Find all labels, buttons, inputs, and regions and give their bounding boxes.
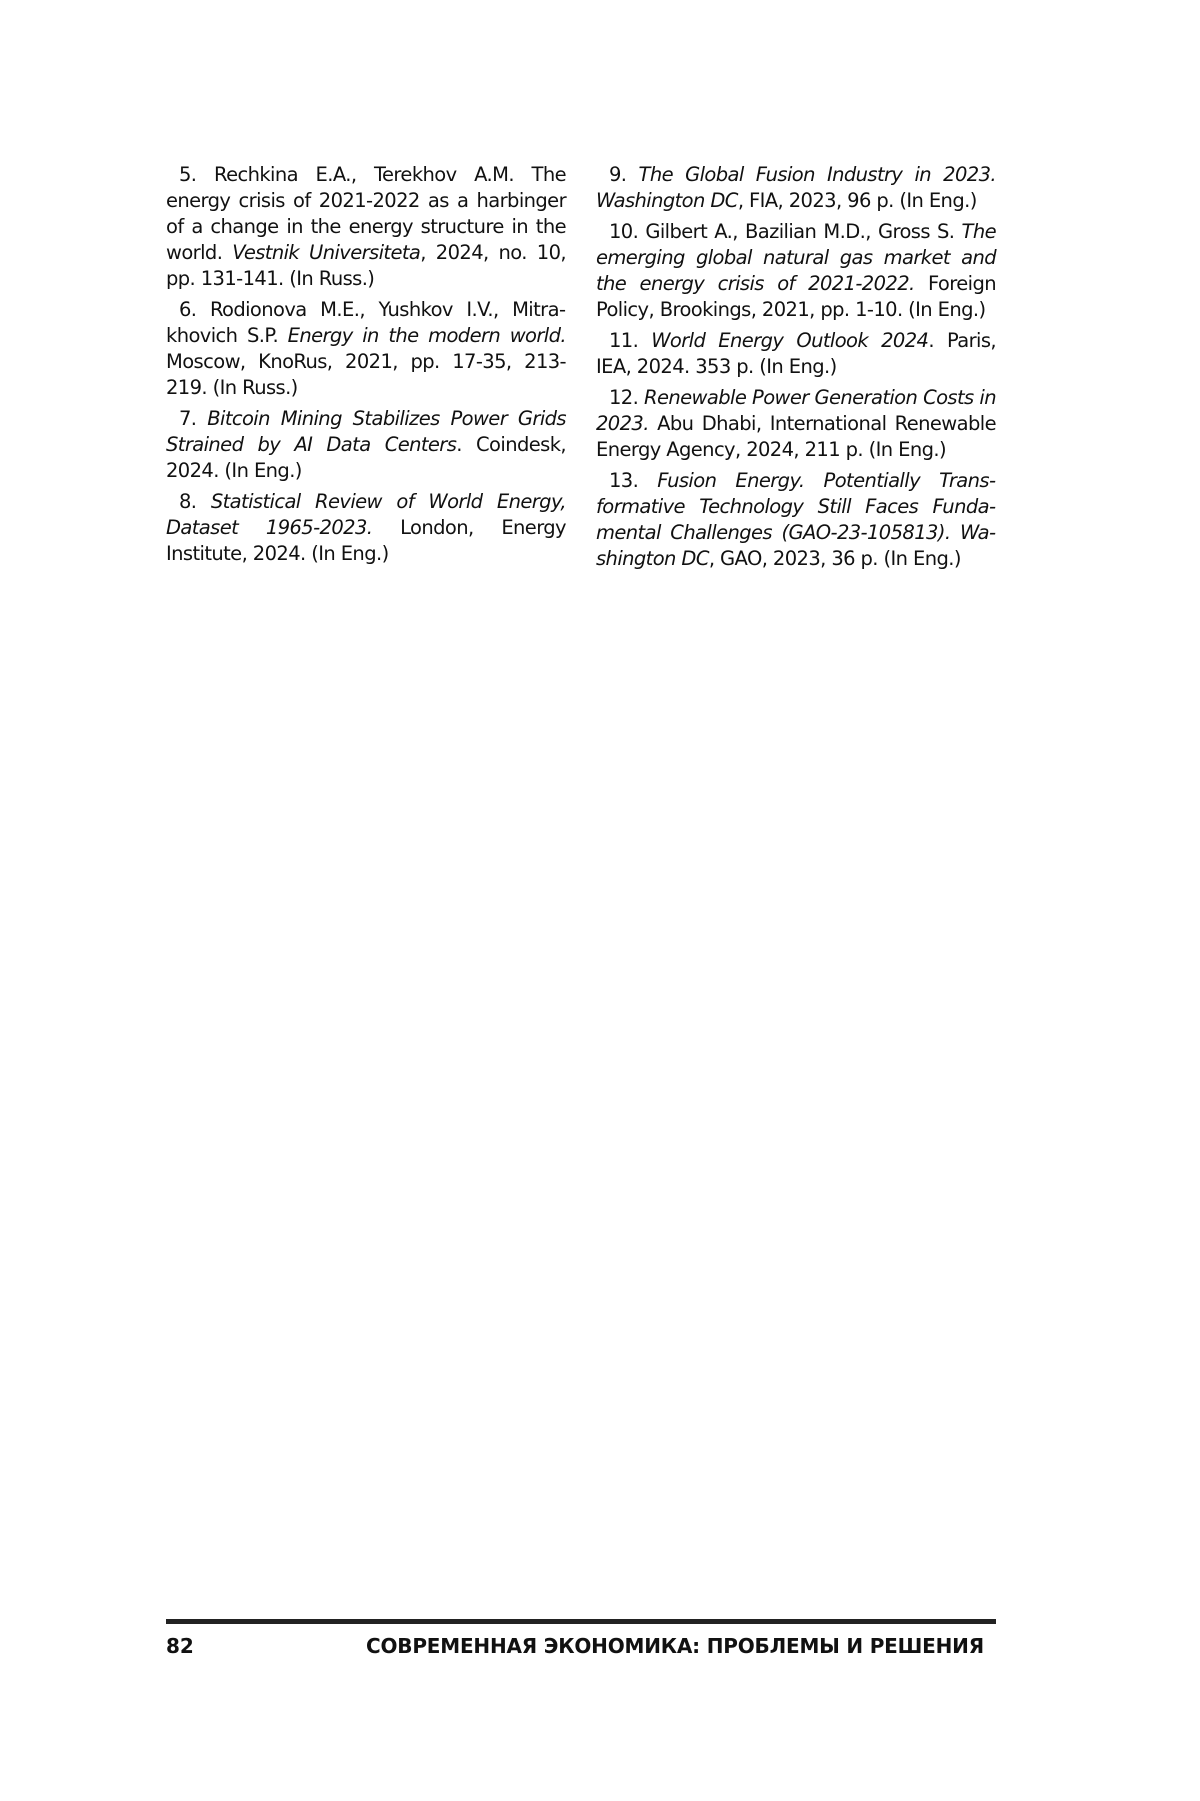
reference-number: 13. — [609, 469, 639, 492]
reference-authors: Gilbert A., Bazilian M.D., Gross S. — [645, 220, 955, 243]
reference-details: , FIA, 2023, 96 p. (In Eng.) — [737, 189, 977, 212]
reference-number: 11. — [609, 329, 639, 352]
reference-item — [166, 406, 566, 484]
reference-item — [596, 468, 996, 572]
reference-number: 9. — [609, 163, 627, 186]
reference-authors: Rodionova M.E., Yushkov I.V., Mitrakhovich S.P. — [166, 298, 566, 347]
reference-details: Foreign Policy, Brookings, 2021, pp. 1-10. (In Eng.) — [596, 272, 996, 321]
reference-item — [596, 162, 996, 214]
reference-details: Moscow, KnoRus, 2021, pp. 17-35, 213-219. (In Russ.) — [166, 350, 566, 399]
reference-number: 6. — [179, 298, 197, 321]
reference-item — [166, 162, 566, 292]
reference-item — [596, 219, 996, 323]
reference-title: Energy in the modern world. — [287, 324, 566, 347]
reference-number: 7. — [179, 407, 197, 430]
reference-title: Fusion Energy. Potentially Transformative Technology Still Faces Fundamental Challenges (GAO-23-105813). Washington DC — [596, 469, 996, 570]
reference-title: Statistical Review of World Energy, Dataset 1965-2023. — [166, 490, 566, 539]
journal-title: СОВРЕМЕННАЯ ЭКОНОМИКА: ПРОБЛЕМЫ И РЕШЕНИЯ — [366, 1634, 984, 1658]
reference-authors: Rechkina E.A., Terekhov A.M. The energy crisis of 2021-2022 as a harbinger of a change in the energy structure in the world. — [166, 163, 566, 264]
reference-item — [596, 385, 996, 463]
reference-title: The Global Fusion Industry in 2023. Washington DC — [596, 163, 996, 212]
reference-title: Bitcoin Mining Stabilizes Power Grids Strained by AI Data Centers — [166, 407, 566, 456]
reference-details: London, Energy Institute, 2024. (In Eng.) — [166, 516, 566, 565]
reference-details: . Paris, IEA, 2024. 353 p. (In Eng.) — [596, 329, 996, 378]
reference-item — [166, 297, 566, 401]
reference-details: . Coindesk, 2024. (In Eng.) — [166, 433, 566, 482]
reference-column-left — [166, 162, 566, 572]
reference-details: , GAO, 2023, 36 p. (In Eng.) — [708, 547, 961, 570]
reference-details: Abu Dhabi, International Renewable Energy Agency, 2024, 211 p. (In Eng.) — [596, 412, 997, 461]
reference-item — [596, 328, 996, 380]
reference-number: 5. — [179, 163, 197, 186]
reference-column-right — [596, 162, 996, 577]
reference-number: 12. — [609, 386, 639, 409]
reference-item — [166, 489, 566, 567]
reference-details: , 2024, no. 10, pp. 131-141. (In Russ.) — [166, 241, 567, 290]
reference-title: World Energy Outlook 2024 — [651, 329, 929, 352]
reference-number: 10. — [609, 220, 639, 243]
reference-title: Renewable Power Generation Costs in 2023. — [596, 386, 996, 435]
footer-rule — [166, 1619, 996, 1624]
page-number: 82 — [166, 1634, 194, 1658]
reference-title: The emerging global natural gas market and the energy crisis of 2021-2022. — [596, 220, 996, 295]
reference-number: 8. — [179, 490, 197, 513]
reference-title: Vestnik Universiteta — [232, 241, 421, 264]
